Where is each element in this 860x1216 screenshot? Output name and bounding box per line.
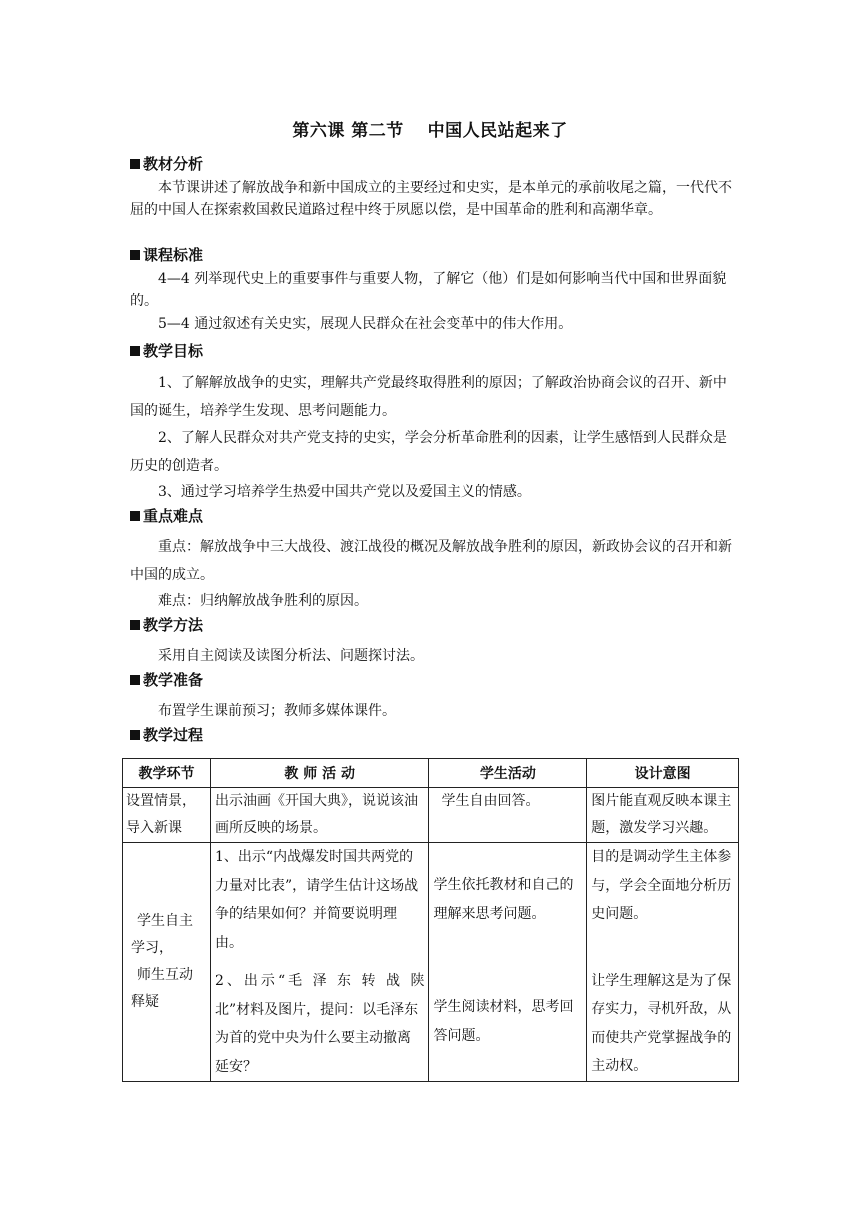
- square-bullet-icon: [130, 346, 140, 356]
- section-heading-goals: [130, 340, 203, 362]
- section-heading-text: 教学准备: [143, 671, 204, 689]
- teacher-activity: 2、出示“毛 泽 东 转 战 陕: [215, 973, 425, 989]
- table-header-row: [123, 759, 739, 788]
- column-header: 学生活动: [429, 759, 587, 788]
- section-heading-preparation: [130, 669, 203, 691]
- keypoint-item: 难点：归纳解放战争胜利的原因。: [158, 593, 368, 609]
- stage-line: 师生互动: [137, 967, 193, 983]
- teacher-activity: 北”材料及图片，提问：以毛泽东为首的党中央为什么要主动撤离延安？: [215, 1001, 419, 1075]
- keypoint-item: 重点：解放战争中三大战役、渡江战役的概况及解放战争胜利的原因，新政协会议的召开和新中国的成立。: [130, 539, 732, 583]
- stage-line: 设置情景，: [126, 793, 196, 809]
- section-heading-standards: [130, 244, 203, 266]
- stage-line: 导入新课: [126, 820, 182, 836]
- square-bullet-icon: [130, 250, 140, 260]
- table-row: [123, 788, 739, 843]
- intent-text: 目的是调动学生主体参与，学会全面地分析历史问题。: [591, 849, 732, 922]
- intent-text: 让学生理解这是为了保存实力，寻机歼敌，从而使共产党掌握战争的主动权。: [591, 972, 732, 1074]
- goal-item: 2、了解人民群众对共产党支持的史实，学会分析革命胜利的因素，让学生感悟到人民群众是历史的创造者。: [130, 430, 727, 474]
- goal-item: 1、了解解放战争的史实，理解共产党最终取得胜利的原因；了解政治协商会议的召开、新中国的诞生，培养学生发现、思考问题能力。: [130, 375, 727, 419]
- section-heading-text: 教材分析: [143, 155, 204, 173]
- student-activity: 学生阅读材料，思考回答问题。: [433, 999, 574, 1044]
- square-bullet-icon: [130, 159, 140, 169]
- methods-text: 采用自主阅读及读图分析法、问题探讨法。: [158, 648, 424, 664]
- intent-cell: 图片能直观反映本课主题，激发学习兴趣。: [587, 788, 739, 843]
- intent-cell: [587, 843, 739, 1082]
- stage-line: 释疑: [131, 994, 159, 1010]
- square-bullet-icon: [130, 511, 140, 521]
- section-heading-text: 课程标准: [143, 246, 204, 264]
- section-heading-text: 教学方法: [143, 616, 204, 634]
- stage-cell: [123, 788, 211, 843]
- stage-line: 学生自主: [137, 913, 193, 929]
- standard-item: 5—4 通过叙述有关史实，展现人民群众在社会变革中的伟大作用。: [158, 316, 573, 332]
- table-row: [123, 843, 739, 1082]
- goal-item: 3、通过学习培养学生热爱中国共产党以及爱国主义的情感。: [158, 484, 531, 500]
- teacher-cell: 出示油画《开国大典》，说说该油画所反映的场景。: [211, 788, 429, 843]
- column-header: 教 师 活 动: [211, 759, 429, 788]
- section-heading-analysis: [130, 153, 203, 175]
- standard-item: 4—4 列举现代史上的重要事件与重要人物，了解它（他）们是如何影响当代中国和世界面貌的。: [130, 271, 727, 309]
- section-heading-text: 教学目标: [143, 342, 204, 360]
- square-bullet-icon: [130, 730, 140, 740]
- stage-cell: [123, 843, 211, 1082]
- analysis-text: 本节课讲述了解放战争和新中国成立的主要经过和史实，是本单元的承前收尾之篇，一代代不屈的中国人在探索救国救民道路过程中终于夙愿以偿，是中国革命的胜利和高潮华章。: [130, 180, 732, 218]
- section-heading-keypoints: [130, 505, 203, 527]
- student-cell: 学生自由回答。: [429, 788, 587, 843]
- stage-line: 学习，: [131, 940, 173, 956]
- page-title: 第六课 第二节 中国人民站起来了: [292, 121, 568, 141]
- preparation-text: 布置学生课前预习；教师多媒体课件。: [158, 703, 396, 719]
- section-heading-text: 重点难点: [143, 507, 204, 525]
- teacher-activity: 1、出示“内战爆发时国共两党的力量对比表”，请学生估计这场战争的结果如何？并简要说明理由。: [215, 849, 419, 951]
- teacher-cell: [211, 843, 429, 1082]
- square-bullet-icon: [130, 620, 140, 630]
- teaching-process-table: [122, 758, 739, 1082]
- section-heading-process: [130, 724, 203, 746]
- student-cell: [429, 843, 587, 1082]
- section-heading-text: 教学过程: [143, 726, 204, 744]
- column-header: 教学环节: [123, 759, 211, 788]
- square-bullet-icon: [130, 675, 140, 685]
- column-header: 设计意图: [587, 759, 739, 788]
- section-heading-methods: [130, 614, 203, 636]
- student-activity: 学生依托教材和自己的理解来思考问题。: [433, 877, 574, 922]
